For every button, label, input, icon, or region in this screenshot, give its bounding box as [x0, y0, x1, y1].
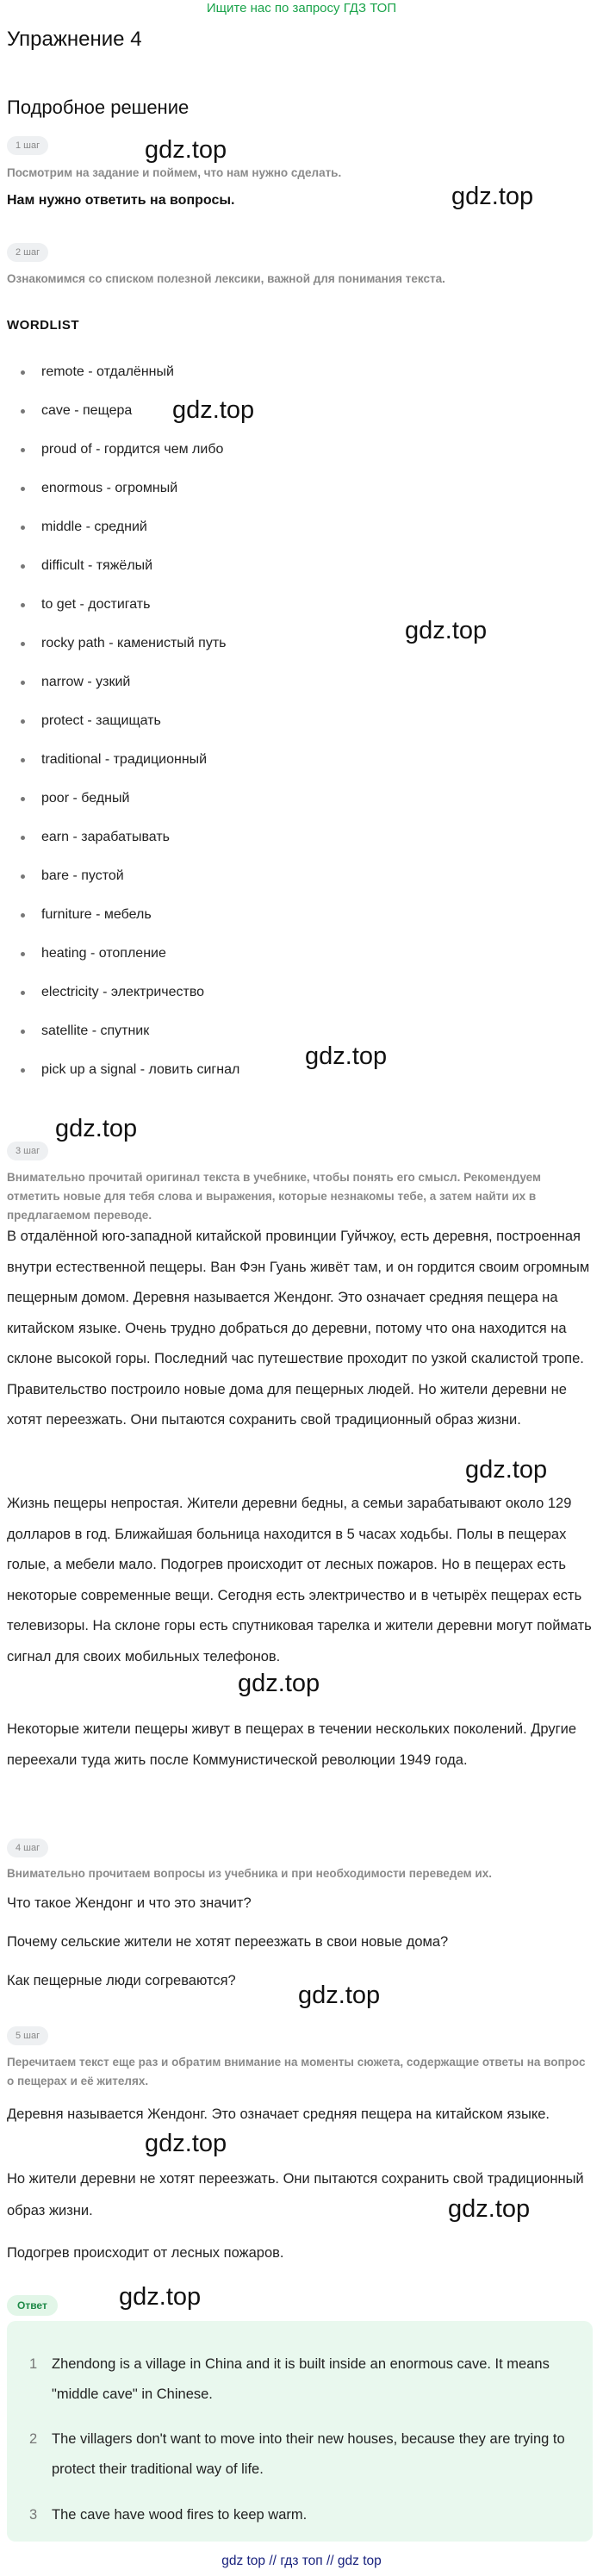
footer-separator: // — [269, 2554, 277, 2568]
step-4-hint: Внимательно прочитаем вопросы из учебника и при необходимости переведем их. — [7, 1867, 492, 1880]
footer-link[interactable]: гдз топ — [280, 2554, 323, 2568]
footer-link[interactable]: gdz top — [337, 2554, 382, 2568]
list-item: middle - средний — [0, 517, 239, 556]
footer-links — [0, 2554, 603, 2569]
step-1-hint: Посмотрим на задание и поймем, что нам нужно сделать. — [7, 166, 342, 179]
watermark: gdz.top — [298, 1982, 381, 2009]
list-item: pick up a signal - ловить сигнал — [0, 1060, 239, 1098]
list-item: remote - отдалённый — [0, 362, 239, 401]
answer-badge: Ответ — [7, 2295, 58, 2316]
search-banner[interactable]: Ищите нас по запросу ГДЗ ТОП — [206, 1, 397, 16]
list-item: bare - пустой — [0, 866, 239, 905]
step-5-badge: 5 шаг — [7, 2026, 48, 2045]
watermark: gdz.top — [448, 2195, 531, 2223]
list-item: enormous - огромный — [0, 478, 239, 517]
step-4-badge: 4 шаг — [7, 1839, 48, 1857]
answer-number: 2 — [29, 2431, 38, 2447]
list-item: poor - бедный — [0, 788, 239, 827]
watermark: gdz.top — [405, 617, 488, 644]
list-item: rocky path - каменистый путь — [0, 633, 239, 672]
translation-paragraph-3: Некоторые жители пещеры живут в пещерах в течении нескольких поколений. Другие переехали туда жить после Коммунистической революции 1949 года. — [7, 1721, 577, 1768]
evidence-3: Подогрев происходит от лесных пожаров. — [7, 2245, 284, 2261]
list-item: earn - зарабатывать — [0, 827, 239, 866]
evidence-2: Но жители деревни не хотят переезжать. Они пытаются сохранить свой традиционный образ жизни. — [7, 2171, 584, 2218]
translation-paragraph-2: Жизнь пещеры непростая. Жители деревни бедны, а семьи зарабатывают около 129 долларов в год. Ближайшая больница находится в 5 часах ходьбы. Полы в пещерах голые, а мебели мало. Подогрев происходит от лесных пожаров. Но в пещерах есть некоторые современные вещи. Сегодня есть электричество и в четырёх пещерах есть телевизоры. На склоне горы есть спутниковая тарелка и жители деревни могут поймать сигнал для своих мобильных телефонов. — [7, 1496, 592, 1664]
page-title: Упражнение 4 — [7, 28, 142, 51]
list-item: furniture - мебель — [0, 905, 239, 943]
answer-item-3 — [31, 2500, 574, 2530]
step-5-hint: Перечитаем текст еще раз и обратим внимание на моменты сюжета, содержащие ответы на вопрос о пещерах и её жителях. — [7, 2056, 586, 2088]
question-1: Что такое Жендонг и что это значит? — [7, 1895, 252, 1911]
question-2: Почему сельские жители не хотят переезжать в свои новые дома? — [7, 1934, 449, 1950]
watermark: gdz.top — [172, 396, 255, 424]
list-item: narrow - узкий — [0, 672, 239, 711]
watermark: gdz.top — [465, 1456, 548, 1484]
question-3: Как пещерные люди согреваются? — [7, 1973, 236, 1988]
list-item: proud of - гордится чем либо — [0, 439, 239, 478]
watermark: gdz.top — [145, 136, 227, 164]
list-item: protect - защищать — [0, 711, 239, 750]
watermark: gdz.top — [451, 183, 534, 210]
list-item: heating - отопление — [0, 943, 239, 982]
list-item: to get - достигать — [0, 594, 239, 633]
step-1-badge: 1 шаг — [7, 136, 48, 155]
translation-paragraph-1: В отдалённой юго-западной китайской провинции Гуйчжоу, есть деревня, построенная внутри естественной пещеры. Ван Фэн Гуань живёт там, и он гордится своим огромным пещерным домом. Деревня называется Жендонг. Это означает средняя пещера на китайском языке. Очень трудно добраться до деревни, потому что она находится на склоне высокой горы. Последний час путешествие проходит по узкой скалистой тропе. Правительство построило новые дома для пещерных людей. Но жители деревни не хотят переезжать. Они пытаются сохранить свой традиционный образ жизни. — [7, 1229, 590, 1428]
step-2-badge: 2 шаг — [7, 243, 48, 262]
answer-text: The villagers don't want to move into their new houses, because they are trying to protect their traditional way of life. — [52, 2431, 565, 2477]
list-item: electricity - электричество — [0, 982, 239, 1021]
footer-link[interactable]: gdz top — [221, 2554, 266, 2568]
answer-number: 1 — [29, 2356, 38, 2372]
wordlist — [0, 362, 239, 1098]
answer-text: The cave have wood fires to keep warm. — [52, 2507, 308, 2523]
watermark: gdz.top — [55, 1115, 138, 1142]
list-item: cave - пещера — [0, 401, 239, 439]
answer-number: 3 — [29, 2507, 38, 2523]
list-item: satellite - спутник — [0, 1021, 239, 1060]
watermark: gdz.top — [305, 1042, 388, 1070]
answer-item-2 — [31, 2424, 574, 2485]
watermark: gdz.top — [238, 1670, 320, 1697]
list-item: difficult - тяжёлый — [0, 556, 239, 594]
list-item: traditional - традиционный — [0, 750, 239, 788]
step-3-badge: 3 шаг — [7, 1142, 48, 1160]
answer-text: Zhendong is a village in China and it is built inside an enormous cave. It means "middle cave" in Chinese. — [52, 2356, 550, 2402]
step-3-hint: Внимательно прочитай оригинал текста в учебнике, чтобы понять его смысл. Рекомендуем отметить новые для тебя слова и выражения, которые незнакомы тебе, а затем найти их в предлагаемом переводе. — [7, 1171, 541, 1222]
answer-item-1 — [31, 2349, 574, 2410]
step-2-hint: Ознакомимся со списком полезной лексики, важной для понимания текста. — [7, 272, 445, 285]
footer-separator: // — [326, 2554, 334, 2568]
step-1-text: Нам нужно ответить на вопросы. — [7, 193, 235, 208]
wordlist-title: WORDLIST — [7, 318, 79, 333]
watermark: gdz.top — [145, 2130, 227, 2157]
section-title: Подробное решение — [7, 96, 190, 118]
watermark: gdz.top — [119, 2283, 202, 2311]
evidence-1: Деревня называется Жендонг. Это означает средняя пещера на китайском языке. — [7, 2106, 550, 2122]
